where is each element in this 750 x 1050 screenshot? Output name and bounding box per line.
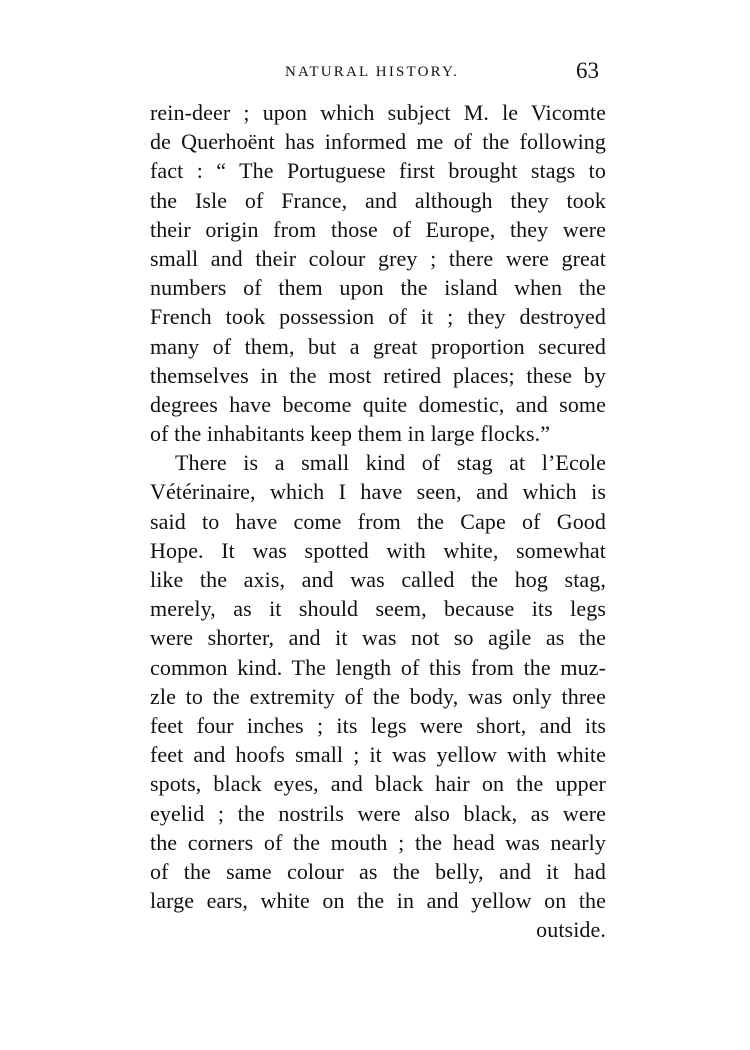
text-line: themselves in the most retired places; these by — [150, 362, 606, 388]
paragraph-start-line: There is a small kind of stag at l’Ecole — [175, 450, 606, 476]
text-line: Hope. It was spotted with white, somewhat — [150, 537, 606, 563]
body-text — [150, 98, 606, 944]
text-line: common kind. The length of this from the muz- — [150, 654, 606, 680]
text-line: French took possession of it ; they destroyed — [150, 304, 606, 330]
text-line: merely, as it should seem, because its legs — [150, 596, 606, 622]
text-line: numbers of them upon the island when the — [150, 275, 606, 301]
running-head: NATURAL HISTORY. — [285, 64, 460, 80]
text-line: small and their colour grey ; there were great — [150, 245, 606, 271]
text-line: de Querhoënt has informed me of the following — [150, 129, 606, 155]
text-line: feet four inches ; its legs were short, and its — [150, 712, 606, 738]
text-line: their origin from those of Europe, they were — [150, 216, 606, 242]
text-line: fact : “ The Portuguese first brought stags to — [150, 158, 606, 184]
text-line: like the axis, and was called the hog stag, — [150, 567, 606, 592]
text-line: degrees have become quite domestic, and some — [150, 391, 606, 417]
text-line: the corners of the mouth ; the head was nearly — [150, 829, 606, 855]
text-line: zle to the extremity of the body, was only three — [150, 683, 606, 709]
text-line: of the inhabitants keep them in large flocks.” — [150, 421, 551, 447]
text-line: spots, black eyes, and black hair on the upper — [150, 771, 606, 797]
text-line: said to have come from the Cape of Good — [150, 508, 606, 534]
text-line-final: outside. — [536, 917, 606, 943]
text-line: large ears, white on the in and yellow on the — [150, 888, 606, 914]
page-number: 63 — [576, 58, 599, 83]
text-line: were shorter, and it was not so agile as the — [150, 625, 606, 651]
text-line: the Isle of France, and although they took — [150, 187, 606, 213]
text-line: many of them, but a great proportion secured — [150, 333, 606, 359]
text-line: Vétérinaire, which I have seen, and which is — [150, 479, 606, 505]
text-line: eyelid ; the nostrils were also black, as were — [150, 800, 606, 826]
text-line: rein-deer ; upon which subject M. le Vicomte — [150, 100, 606, 125]
text-line: feet and hoofs small ; it was yellow with white — [150, 742, 606, 768]
text-line: of the same colour as the belly, and it had — [150, 858, 606, 884]
